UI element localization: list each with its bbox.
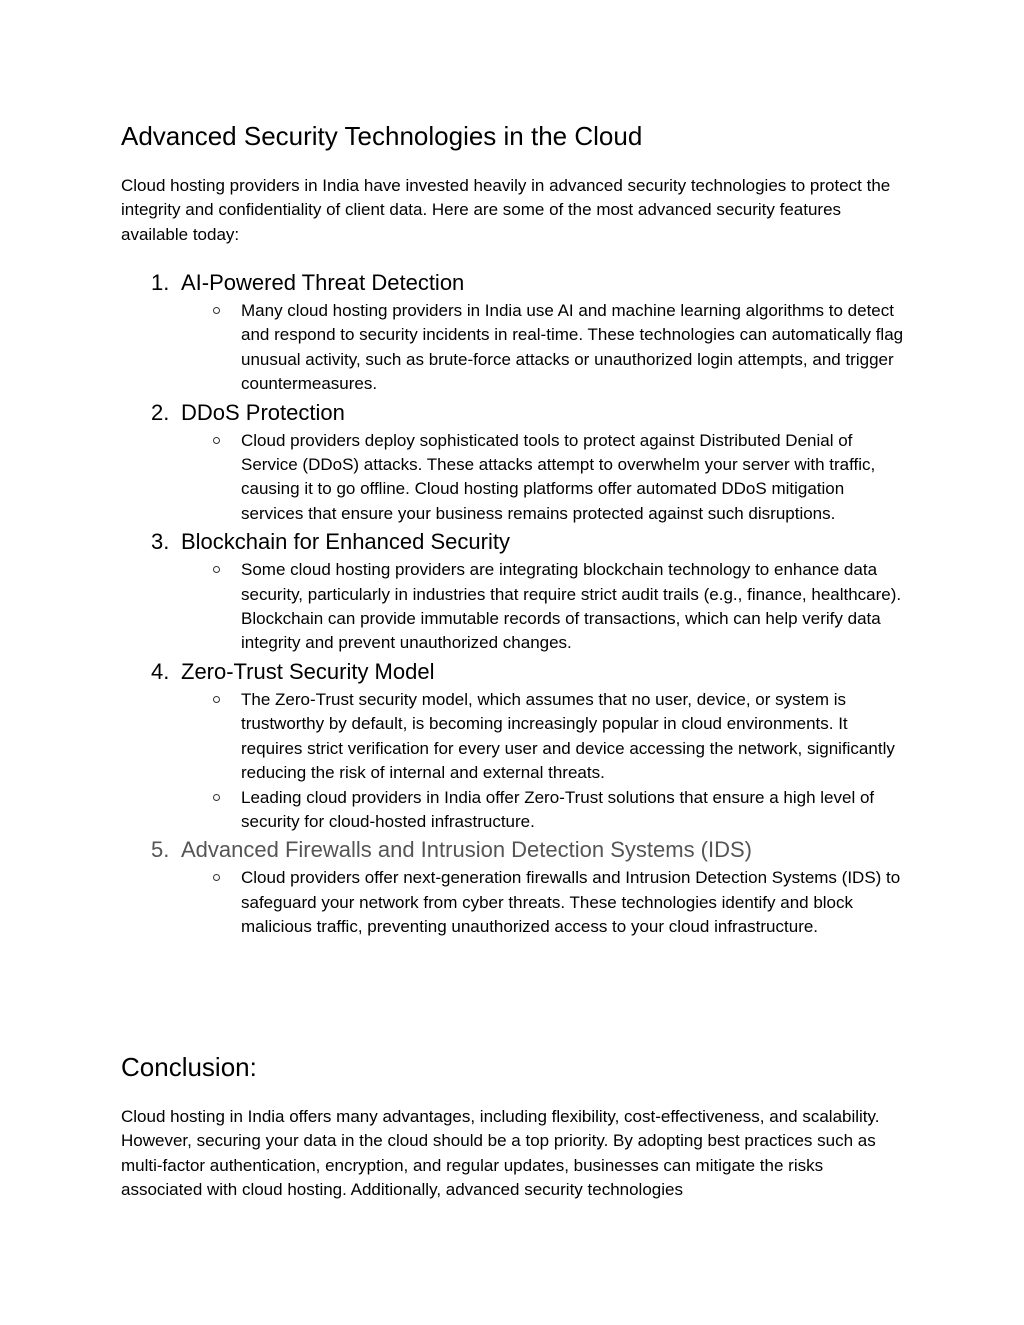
hollow-bullet-icon	[213, 566, 220, 573]
item-heading	[121, 656, 906, 688]
hollow-bullet-icon	[213, 437, 220, 444]
item-heading-text: Zero-Trust Security Model	[181, 658, 435, 684]
bullet-list	[121, 558, 906, 656]
bullet-list	[121, 688, 906, 834]
bullet-text: Cloud providers deploy sophisticated tools to protect against Distributed Denial of Service (DDoS) attacks. These attacks attempt to overwhelm your server with traffic, causing it to go offline. Cloud hosting platforms offer automated DDoS mitigation services that ensure your business remains protected against such disruptions.	[241, 430, 876, 523]
item-heading-text: Advanced Firewalls and Intrusion Detection Systems (IDS)	[181, 837, 753, 863]
list-item	[121, 397, 906, 527]
bullet-text: Many cloud hosting providers in India use AI and machine learning algorithms to detect and respond to security incidents in real-time. These technologies can automatically flag unusual activity, such as brute-force attacks or unauthorized login attempts, and trigger countermeasures.	[241, 301, 904, 394]
item-heading-text: DDoS Protection	[181, 399, 345, 425]
bullet-text: Leading cloud providers in India offer Zero-Trust solutions that ensure a high level of security for cloud-hosted infrastructure.	[241, 787, 875, 831]
item-number: 4.	[151, 658, 170, 684]
item-number: 3.	[151, 529, 170, 555]
item-heading-text: Blockchain for Enhanced Security	[181, 529, 510, 555]
bullet-item	[121, 299, 906, 397]
item-heading	[121, 267, 906, 299]
bullet-item	[121, 786, 906, 835]
conclusion-title: Conclusion:	[121, 1052, 257, 1082]
intro-paragraph: Cloud hosting providers in India have invested heavily in advanced security technologies to protect the integrity and confidentiality of client data. Here are some of the most advanced security features available today:	[121, 176, 891, 244]
list-item	[121, 834, 906, 939]
hollow-bullet-icon	[213, 794, 220, 801]
bullet-item	[121, 688, 906, 786]
item-heading	[121, 397, 906, 429]
item-number: 5.	[151, 837, 170, 863]
item-heading	[121, 526, 906, 558]
bullet-item	[121, 429, 906, 527]
list-item	[121, 526, 906, 656]
security-technologies-list	[121, 267, 906, 940]
bullet-list	[121, 866, 906, 939]
conclusion-paragraph: Cloud hosting in India offers many advantages, including flexibility, cost-effectiveness, and scalability. However, securing your data in the cloud should be a top priority. By adopting best practices such as multi-factor authentication, encryption, and regular updates, businesses can mitigate the risks associated with cloud hosting. Additionally, advanced security technologies	[121, 1107, 880, 1200]
bullet-text: The Zero-Trust security model, which assumes that no user, device, or system is trustworthy by default, is becoming increasingly popular in cloud environments. It requires strict verification for every user and device accessing the network, significantly reducing the risk of internal and external threats.	[241, 689, 895, 783]
hollow-bullet-icon	[213, 696, 220, 703]
item-heading-text: AI-Powered Threat Detection	[181, 270, 465, 295]
list-item	[121, 267, 906, 397]
item-heading	[121, 834, 906, 866]
item-number: 2.	[151, 399, 170, 425]
hollow-bullet-icon	[213, 874, 220, 881]
bullet-text: Cloud providers offer next-generation firewalls and Intrusion Detection Systems (IDS) to safeguard your network from cyber threats. These technologies identify and block malicious traffic, preventing unauthorized access to your cloud infrastructure.	[241, 868, 901, 937]
bullet-list	[121, 299, 906, 397]
item-number: 1.	[151, 270, 170, 295]
hollow-bullet-icon	[213, 307, 220, 314]
section-title: Advanced Security Technologies in the Cloud	[121, 121, 643, 151]
bullet-list	[121, 429, 906, 527]
list-item	[121, 656, 906, 834]
bullet-item	[121, 558, 906, 656]
bullet-text: Some cloud hosting providers are integrating blockchain technology to enhance data security, particularly in industries that require strict audit trails (e.g., finance, healthcare). Blockchain can provide immutable records of transactions, which can help verify data integrity and prevent unauthorized changes.	[241, 560, 902, 653]
bullet-item	[121, 866, 906, 939]
